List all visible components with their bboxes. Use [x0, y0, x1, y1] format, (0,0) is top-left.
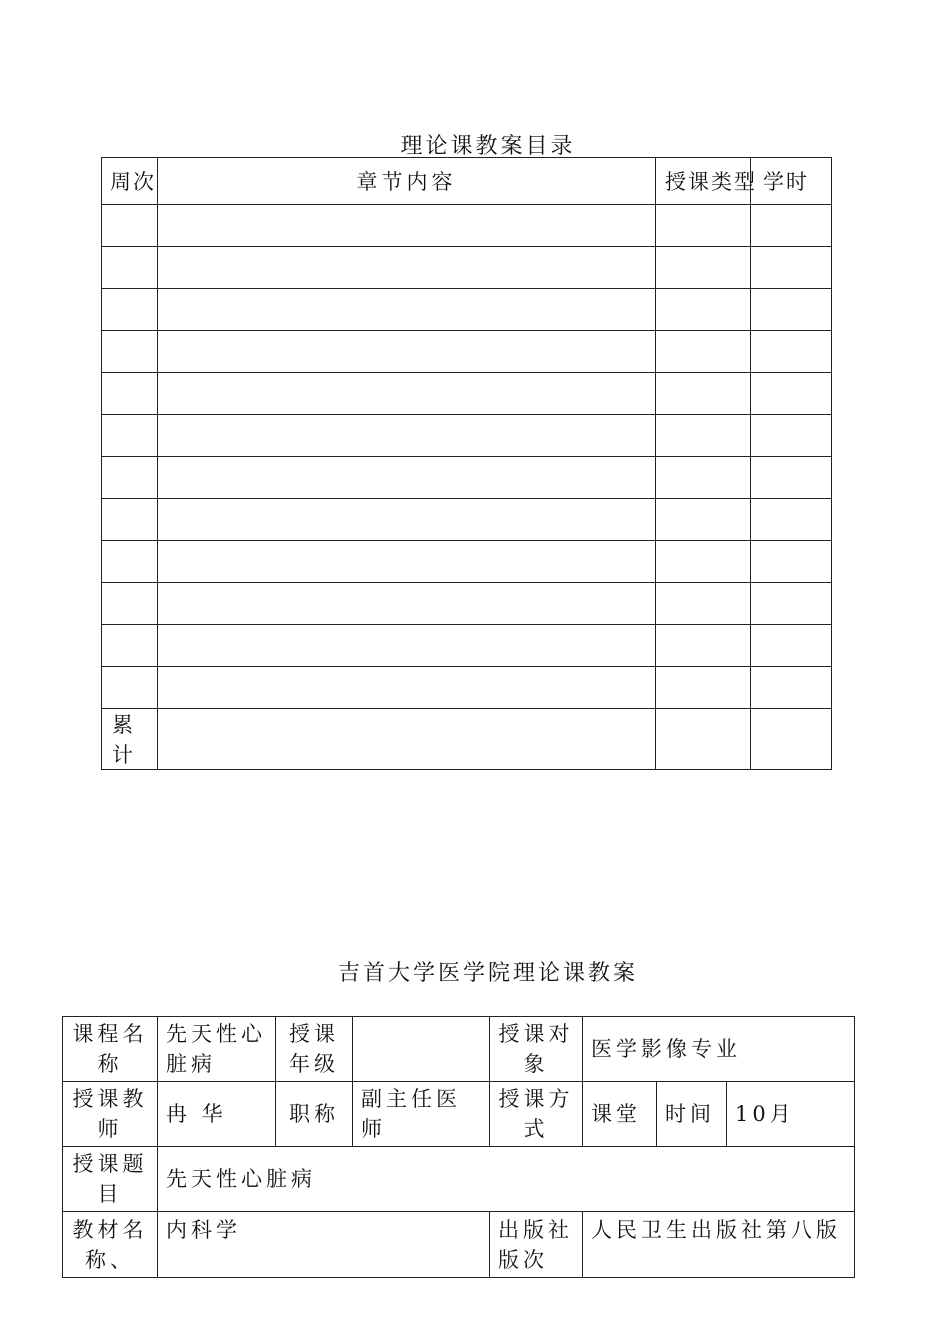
toc-row [102, 331, 832, 373]
teacher-value: 冉 华 [158, 1082, 276, 1147]
topic-label: 授课题目 [63, 1147, 158, 1212]
textbook-label: 教材名称、 [63, 1212, 158, 1278]
plan-row-teacher [63, 1082, 855, 1147]
time-label: 时间 [657, 1082, 727, 1147]
rank-value: 副主任医师 [353, 1082, 490, 1147]
plan-row-course [63, 1017, 855, 1082]
publisher-label: 出版社版次 [490, 1212, 583, 1278]
method-value: 课堂 [583, 1082, 657, 1147]
grade-value [353, 1017, 490, 1082]
toc-row [102, 625, 832, 667]
toc-row [102, 373, 832, 415]
toc-row [102, 499, 832, 541]
grade-label: 授课年级 [276, 1017, 353, 1082]
toc-header-content: 章节内容 [158, 158, 656, 205]
toc-header-hours: 学时 [751, 158, 832, 205]
toc-total-row [102, 709, 832, 770]
teacher-label: 授课教师 [63, 1082, 158, 1147]
time-value: 10月 [727, 1082, 855, 1147]
rank-label: 职称 [276, 1082, 353, 1147]
toc-row [102, 667, 832, 709]
plan-row-topic [63, 1147, 855, 1212]
audience-value: 医学影像专业 [583, 1017, 855, 1082]
toc-header-week: 周次 [102, 158, 158, 205]
course-name-label: 课程名称 [63, 1017, 158, 1082]
plan-row-textbook [63, 1212, 855, 1278]
lesson-plan-table [62, 1016, 855, 1278]
toc-header-type: 授课类型 [656, 158, 751, 205]
toc-title: 理论课教案目录 [400, 134, 576, 159]
toc-row [102, 205, 832, 247]
toc-header-row [102, 158, 832, 205]
audience-label: 授课对象 [490, 1017, 583, 1082]
toc-row [102, 583, 832, 625]
toc-row [102, 247, 832, 289]
method-label: 授课方式 [490, 1082, 583, 1147]
publisher-value: 人民卫生出版社第八版 [583, 1212, 855, 1278]
toc-row [102, 289, 832, 331]
textbook-value: 内科学 [158, 1212, 490, 1278]
toc-row [102, 457, 832, 499]
course-name-value: 先天性心脏病 [158, 1017, 276, 1082]
toc-row [102, 541, 832, 583]
toc-row [102, 415, 832, 457]
topic-value: 先天性心脏病 [158, 1147, 855, 1212]
toc-table [101, 157, 832, 770]
plan-title: 吉首大学医学院理论课教案 [337, 961, 638, 986]
toc-total-label: 累计 [102, 709, 158, 770]
